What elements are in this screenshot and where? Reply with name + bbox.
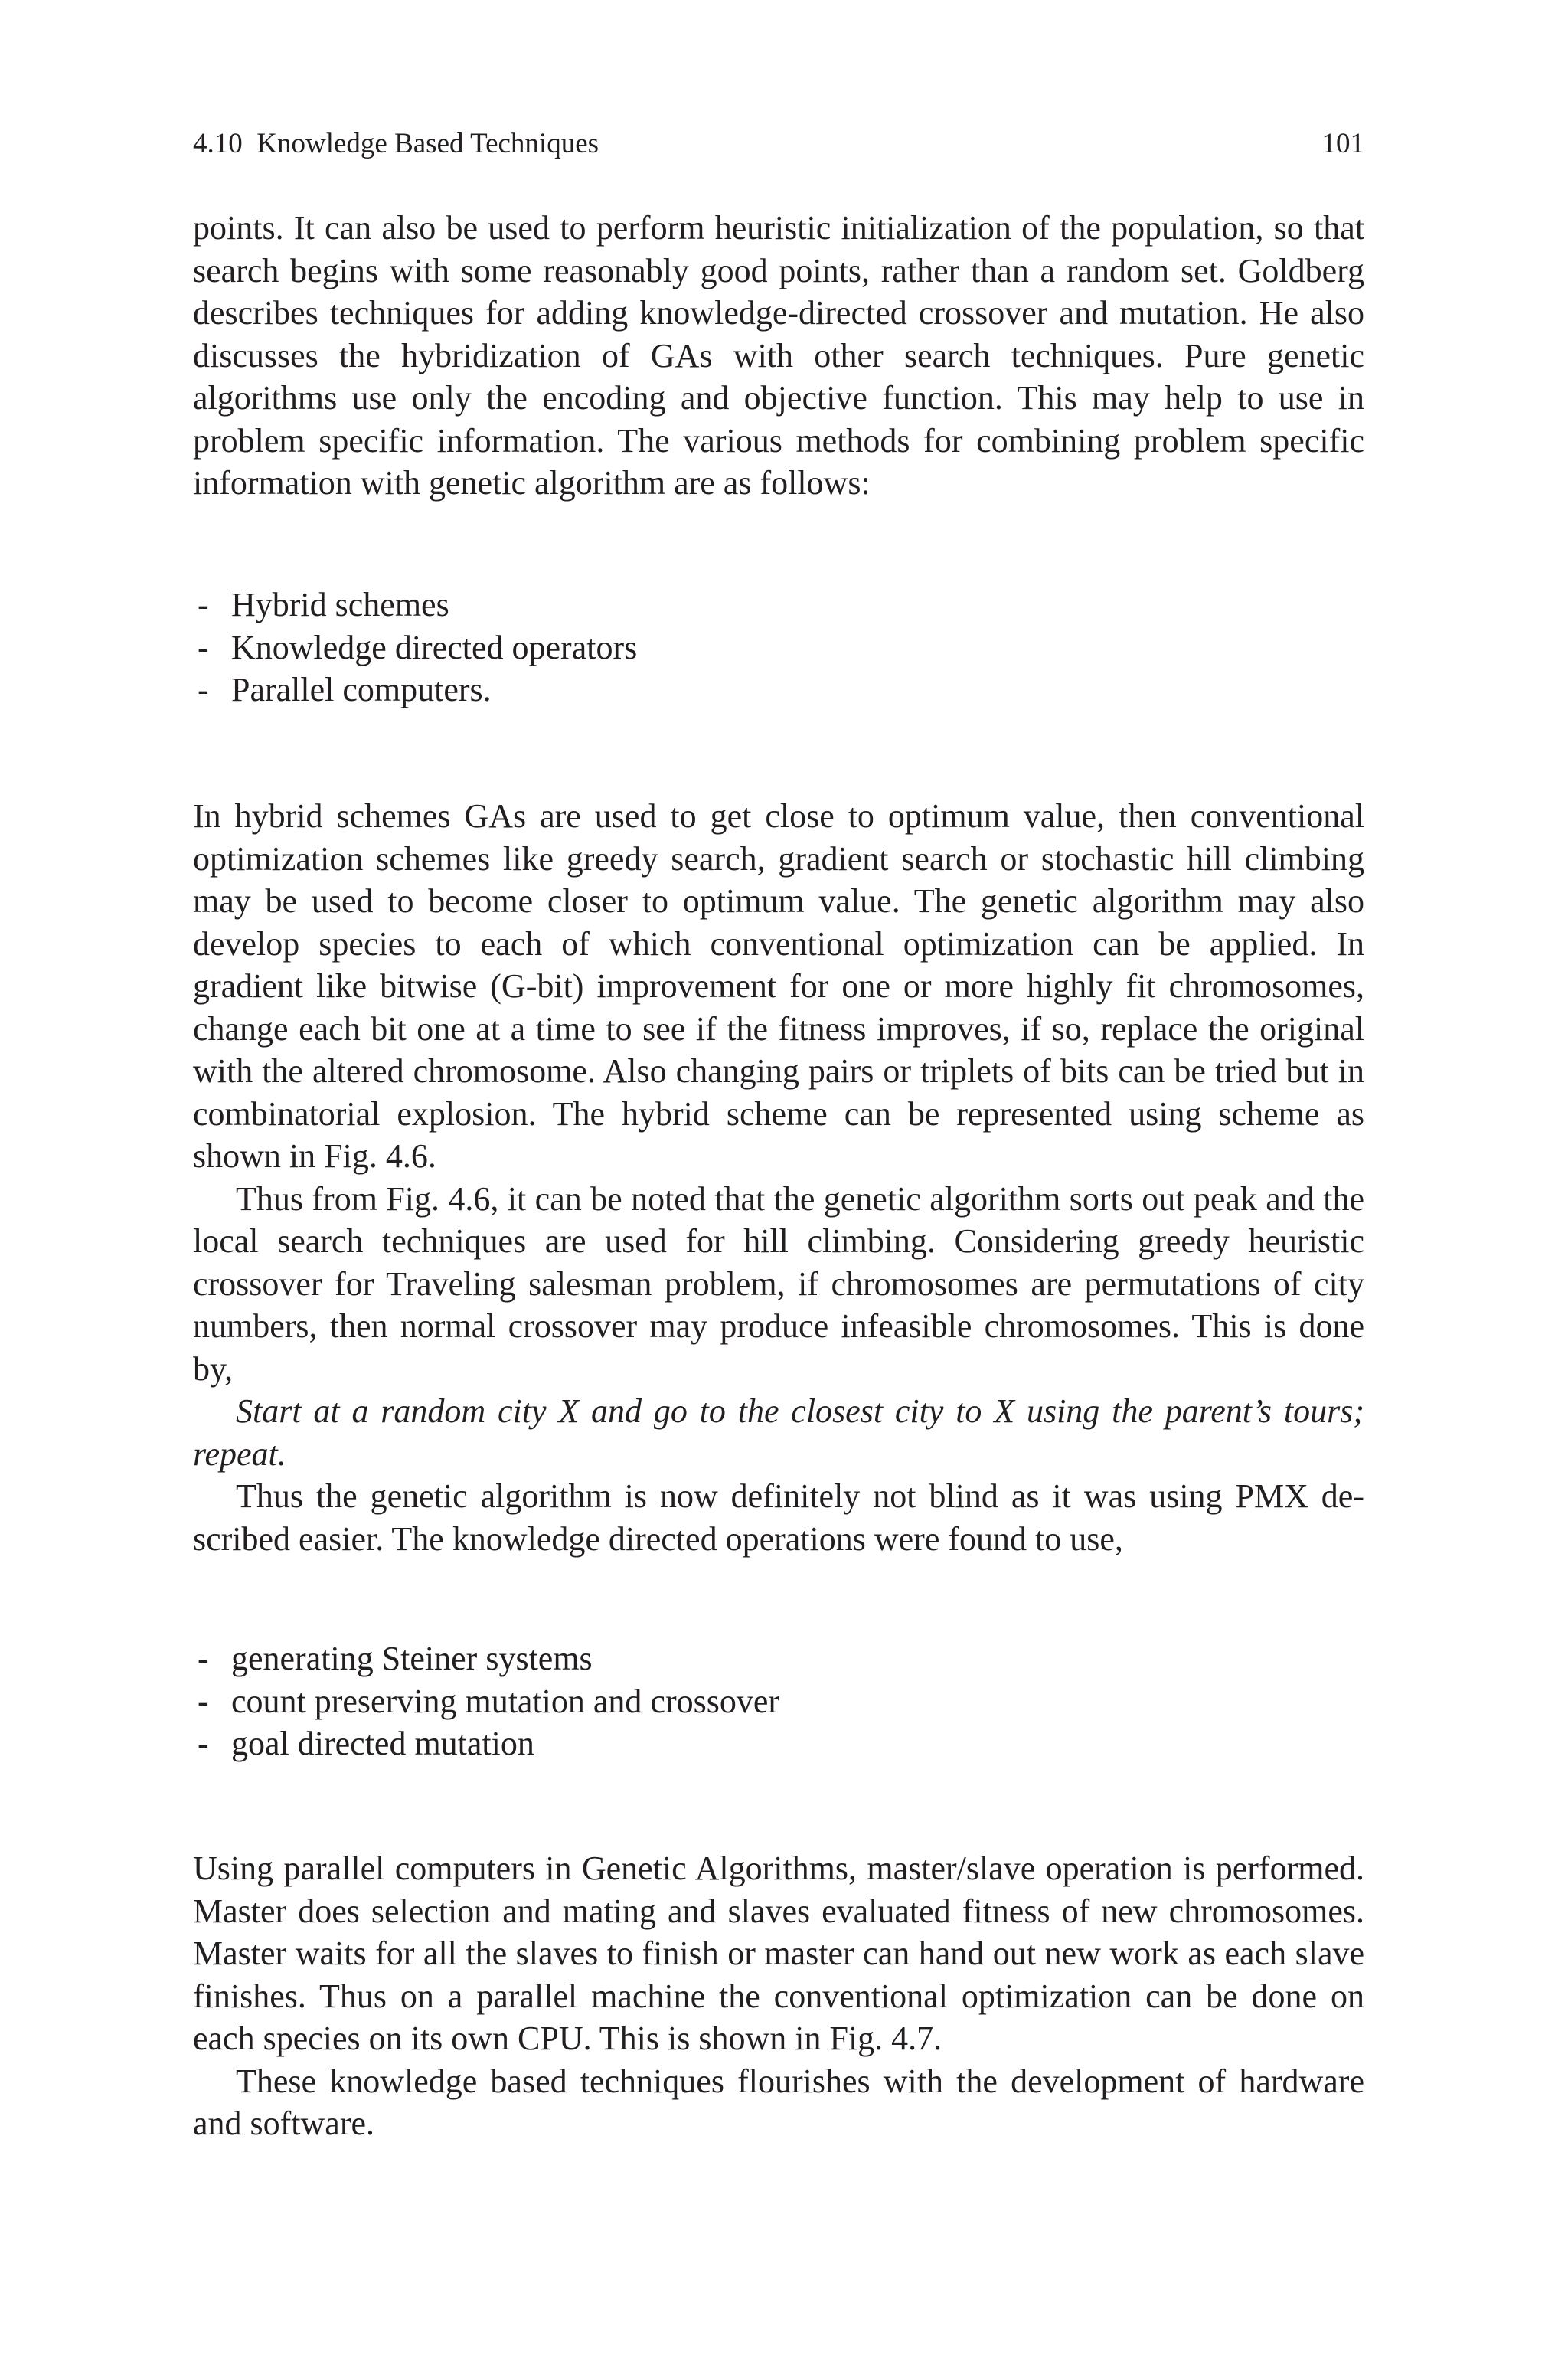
heuristic-procedure: Start at a random city X and go to the closest city to X using the parent’s tours; repeat. — [193, 1392, 1364, 1473]
list-item-text: goal directed mutation — [231, 1725, 534, 1762]
list-item — [193, 626, 1364, 669]
fig-4-6-paragraph: Thus from Fig. 4.6, it can be noted that the genetic algorithm sorts out peak and the local search techniques are used for hill climbing. Considering greedy heuristic crossover for Traveling salesman problem, if chromosomes are permutations of city numbers, then normal crossover may produce infeasible chromosomes. This is done by, — [193, 1179, 1364, 1388]
operations-list — [193, 1637, 1364, 1765]
list-item-text: count preserving mutation and crossover — [231, 1682, 780, 1720]
methods-list-block — [193, 584, 1364, 711]
list-item-text: Knowledge directed operators — [231, 628, 638, 666]
parallel-block — [193, 1847, 1364, 2145]
list-item — [193, 1722, 1364, 1765]
operations-list-block — [193, 1637, 1364, 1765]
methods-list — [193, 584, 1364, 711]
list-item-text: Hybrid schemes — [231, 586, 449, 623]
closing-paragraph: These knowledge based techniques flourishes with the development of hardware and software. — [193, 2062, 1364, 2142]
list-dash: - — [198, 628, 209, 666]
intro-paragraph: points. It can also be used to perform heuristic initialization of the population, so that search begins with some reasonably good points, rather than a random set. Goldberg describes techniques for adding knowledge-directed crossover and mutation. He also discusses the hybridization of GAs with other search techniques. Pure genetic algorithms use only the encoding and objective function. This may help to use in problem specific information. The various methods for combining problem specific information with genetic algorithm are as follows: — [193, 209, 1364, 502]
list-dash: - — [198, 1640, 209, 1677]
list-dash: - — [198, 671, 209, 708]
list-item — [193, 584, 1364, 626]
hybrid-paragraph: In hybrid schemes GAs are used to get close to optimum value, then conventional optimization schemes like greedy search, gradient search or stochastic hill climbing may be used to become closer to optimum value. The genetic algorithm may also develop species to each of which conventional optimization can be applied. In gradient like bitwise (G-bit) improvement for one or more highly fit chromosomes, change each bit one at a time to see if the fitness improves, if so, replace the original with the altered chromosome. Also changing pairs or triplets of bits can be tried but in combinatorial explosion. The hybrid scheme can be represented using scheme as shown in Fig. 4.6. — [193, 797, 1364, 1175]
list-item — [193, 669, 1364, 711]
section-title: 4.10 Knowledge Based Techniques — [193, 128, 599, 159]
running-header — [193, 127, 1364, 161]
list-item-text: Parallel computers. — [231, 671, 492, 708]
list-dash: - — [198, 586, 209, 623]
page-number: 101 — [1321, 128, 1364, 159]
parallel-paragraph: Using parallel computers in Genetic Algorithms, master/slave operation is performed. Master does selection and mating and slaves evaluated fitness of new chromosomes. Master waits for all the slaves to finish or master can hand out new work as each slave finishes. Thus on a parallel machine the conventional optimization can be done on each species on its own CPU. This is shown in Fig. 4.7. — [193, 1850, 1364, 2057]
pmx-paragraph: Thus the genetic algorithm is now definitely not blind as it was using PMX described easier. The knowledge directed operations were found to use, — [193, 1477, 1364, 1558]
list-item — [193, 1680, 1364, 1723]
intro-block — [193, 207, 1364, 505]
list-dash: - — [198, 1682, 209, 1720]
list-item — [193, 1637, 1364, 1680]
hybrid-block — [193, 795, 1364, 1560]
list-item-text: generating Steiner systems — [231, 1640, 593, 1677]
list-dash: - — [198, 1725, 209, 1762]
